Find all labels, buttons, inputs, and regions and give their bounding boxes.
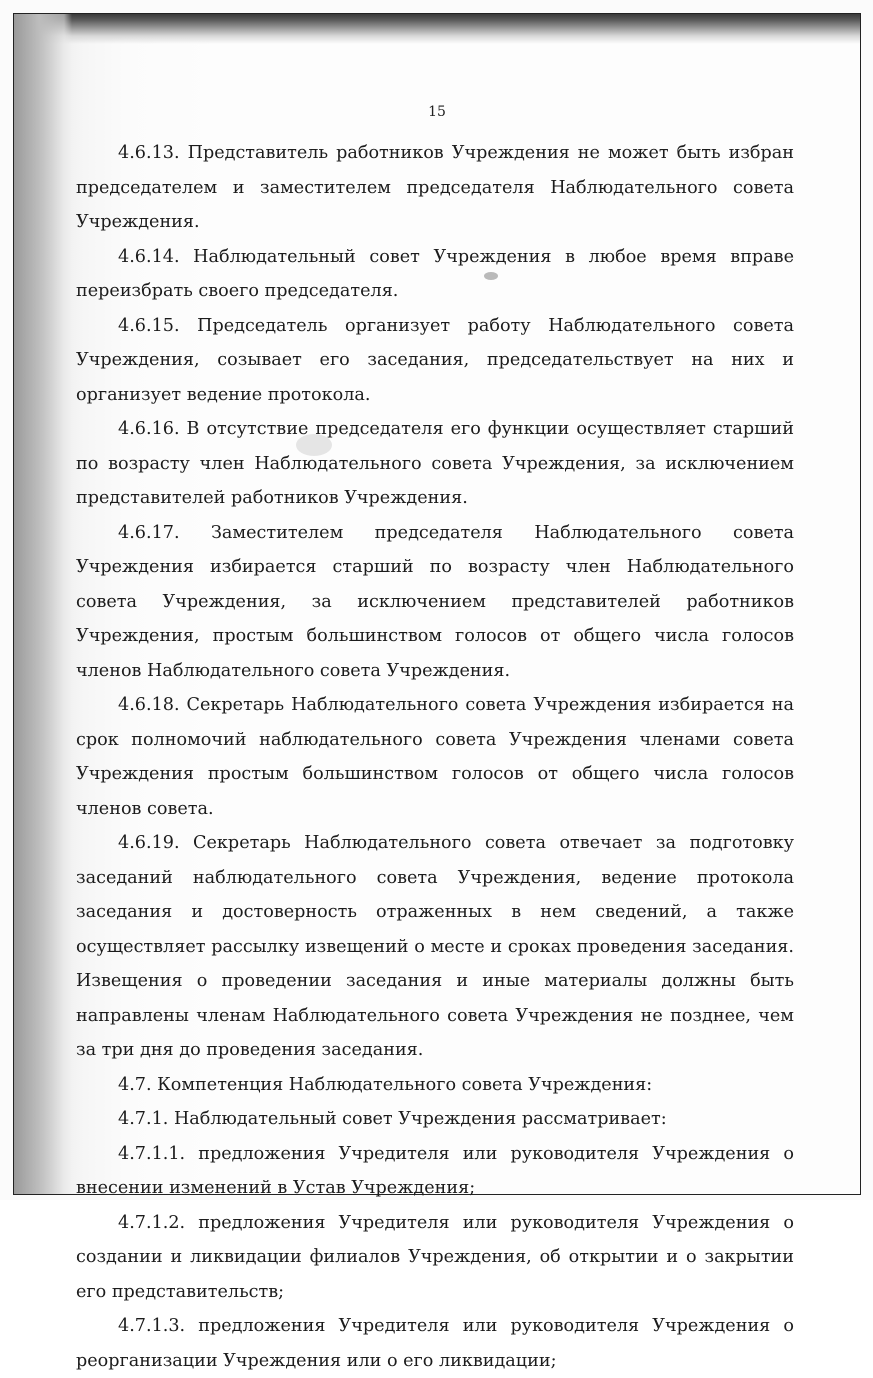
paragraph-4-6-19: 4.6.19. Секретарь Наблюдательного совета отвечает за подготовку заседаний наблюдательного совета Учреждения, ведение протокола заседания и достоверность отраженных в нем сведений, а также осуществляет рассылку извещений о месте и сроках проведения заседания. Извещения о проведении заседания и иные материалы должны быть направлены членам Наблюдательного совета Учреждения не позднее, чем за три дня до проведения заседания. bbox=[76, 833, 794, 1060]
scan-binding-shadow bbox=[14, 14, 72, 1194]
paragraph-4-7-1-3: 4.7.1.3. предложения Учредителя или руководителя Учреждения о реорганизации Учреждения или о его ликвидации; bbox=[76, 1316, 794, 1371]
paragraph-4-6-17: 4.6.17. Заместителем председателя Наблюдательного совета Учреждения избирается старший по возрасту член Наблюдательного совета Учреждения, за исключением представителей работников Учреждения, простым большинством голосов от общего числа голосов членов Наблюдательного совета Учреждения. bbox=[76, 522, 794, 681]
paragraph-4-7-1: 4.7.1. Наблюдательный совет Учреждения рассматривает: bbox=[118, 1109, 667, 1129]
paragraph-4-7: 4.7. Компетенция Наблюдательного совета Учреждения: bbox=[118, 1074, 653, 1095]
scan-top-shadow bbox=[14, 14, 860, 44]
paragraph-4-6-14: 4.6.14. Наблюдательный совет Учреждения в любое время вправе переизбрать своего председателя. bbox=[76, 246, 794, 301]
paragraph-4-6-16: 4.6.16. В отсутствие председателя его функции осуществляет старший по возрасту член Наблюдательного совета Учреждения, за исключением представителей работников Учреждения. bbox=[76, 419, 794, 508]
document-body bbox=[76, 136, 794, 1378]
paragraph-4-6-18: 4.6.18. Секретарь Наблюдательного совета Учреждения избирается на срок полномочий наблюдательного совета Учреждения членами совета Учреждения простым большинством голосов от общего числа голосов членов совета. bbox=[76, 695, 794, 819]
page-number: 15 bbox=[428, 104, 446, 120]
paragraph-4-6-13: 4.6.13. Представитель работников Учреждения не может быть избран председателем и заместителем председателя Наблюдательного совета Учреждения. bbox=[76, 143, 794, 232]
paragraph-4-7-1-1: 4.7.1.1. предложения Учредителя или руководителя Учреждения о внесении изменений в Устав Учреждения; bbox=[76, 1143, 794, 1198]
document-page bbox=[14, 14, 860, 1371]
paragraph-4-7-1-2: 4.7.1.2. предложения Учредителя или руководителя Учреждения о создании и ликвидации филиалов Учреждения, об открытии и о закрытии его представительств; bbox=[76, 1212, 794, 1302]
paragraph-4-6-15: 4.6.15. Председатель организует работу Наблюдательного совета Учреждения, созывает его заседания, председательствует на них и организует ведение протокола. bbox=[76, 315, 794, 405]
